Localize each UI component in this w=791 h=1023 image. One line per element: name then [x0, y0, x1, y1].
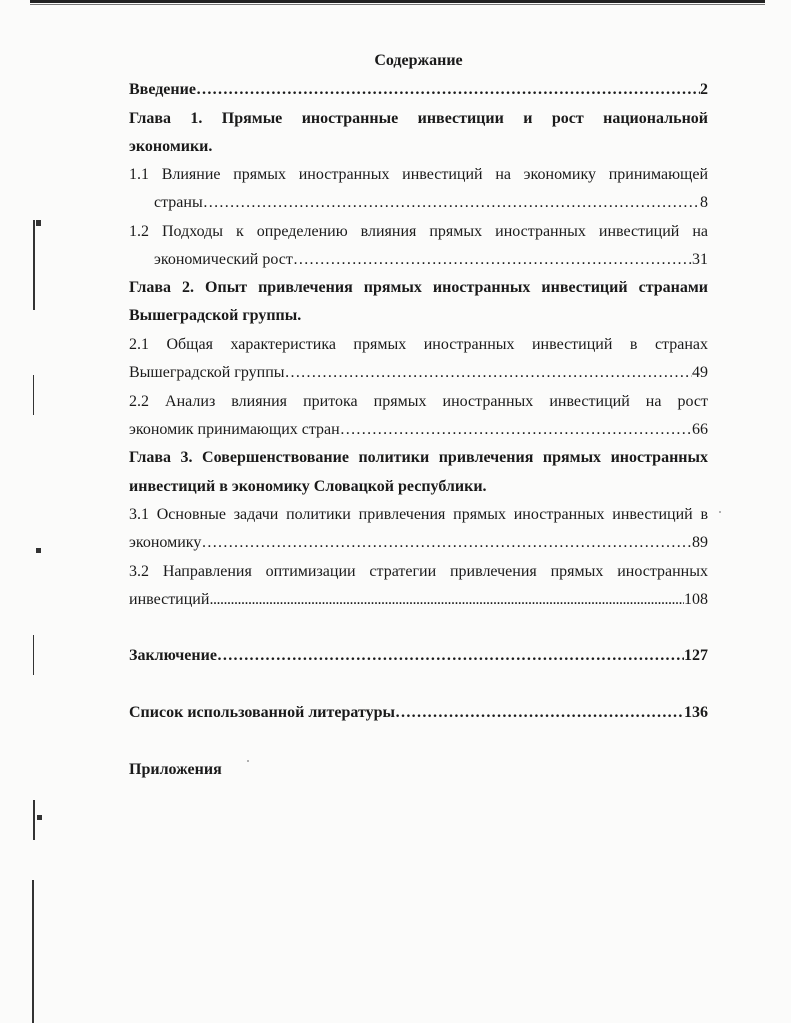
section-entry-text: 3.2 Направления оптимизации стратегии привлечения прямых иностранных [129, 563, 708, 580]
toc-entry-label: экономику [129, 534, 202, 551]
section-entry-text: 3.1 Основные задачи политики привлечения прямых иностранных инвестиций в [129, 506, 708, 523]
dot-leader [285, 362, 693, 384]
dot-leader [209, 589, 684, 611]
toc-entry-page: 66 [692, 421, 708, 438]
dot-leader [196, 79, 700, 101]
toc-entry-introduction [129, 79, 708, 101]
toc-entry-section [154, 192, 708, 214]
chapter-heading: Глава 2. Опыт привлечения прямых иностранных инвестиций странами [129, 279, 708, 296]
scan-margin-mark [32, 880, 34, 1023]
dot-leader [395, 702, 684, 724]
toc-entry-label: страны [154, 194, 203, 211]
chapter-heading: Глава 1. Прямые иностранные инвестиции и рост национальной [129, 110, 708, 127]
toc-entry-page: 31 [692, 251, 708, 268]
section-entry-text: 2.2 Анализ влияния притока прямых иностранных инвестиций на рост [129, 393, 708, 410]
chapter-heading: Вышеградской группы. [129, 307, 302, 324]
toc-entry-conclusion [129, 645, 708, 667]
scan-top-border [30, 0, 765, 3]
toc-entry-label: Вышеградской группы [129, 364, 285, 381]
toc-entry-section [154, 249, 708, 271]
section-entry-text: 1.2 Подходы к определению влияния прямых иностранных инвестиций на [129, 223, 708, 240]
dot-leader [201, 532, 692, 554]
chapter-heading: инвестиций в экономику Словацкой республики. [129, 478, 487, 495]
toc-entry-page: 49 [692, 364, 708, 381]
toc-entry-section [129, 362, 708, 384]
toc-entry-label: экономик принимающих стран [129, 421, 340, 438]
toc-entry-page: 127 [684, 647, 708, 664]
dot-leader [340, 419, 692, 441]
toc-entry-page: 136 [684, 704, 708, 721]
section-entry-text: 2.1 Общая характеристика прямых иностранных инвестиций в странах [129, 336, 708, 353]
dot-leader [203, 192, 700, 214]
scan-margin-mark [36, 548, 41, 553]
toc-entry-page: 2 [700, 81, 708, 98]
dot-leader [217, 645, 684, 667]
dot-leader [293, 249, 692, 271]
scan-speck [719, 511, 721, 513]
toc-entry-page: 89 [692, 534, 708, 551]
toc-entry-section [129, 419, 708, 441]
scan-margin-mark [37, 815, 42, 820]
chapter-heading: экономики. [129, 138, 213, 155]
toc-entry-page: 8 [700, 194, 708, 211]
section-entry-text: 1.1 Влияние прямых иностранных инвестиций на экономику принимающей [129, 166, 708, 183]
scan-margin-mark [33, 800, 35, 840]
scan-margin-mark [33, 635, 34, 675]
toc-entry-section [129, 532, 708, 554]
page-title: Содержание [374, 52, 463, 69]
scan-margin-mark [36, 220, 41, 226]
scan-margin-mark [33, 220, 35, 310]
toc-entry-references [129, 702, 708, 724]
scan-margin-mark [33, 375, 34, 415]
toc-entry-label: Список использованной литературы [129, 704, 395, 721]
scan-top-border-shadow [30, 4, 765, 5]
toc-entry-page: 108 [684, 591, 708, 608]
toc-entry-label: инвестиций [129, 591, 210, 608]
toc-entry-label: Заключение [129, 647, 217, 664]
toc-entry-label: экономический рост [154, 251, 293, 268]
toc-entry-label: Введение [129, 81, 196, 98]
toc-entry-appendix: Приложения [129, 761, 222, 778]
toc-entry-section [129, 589, 708, 611]
chapter-heading: Глава 3. Совершенствование политики привлечения прямых иностранных [129, 449, 708, 466]
